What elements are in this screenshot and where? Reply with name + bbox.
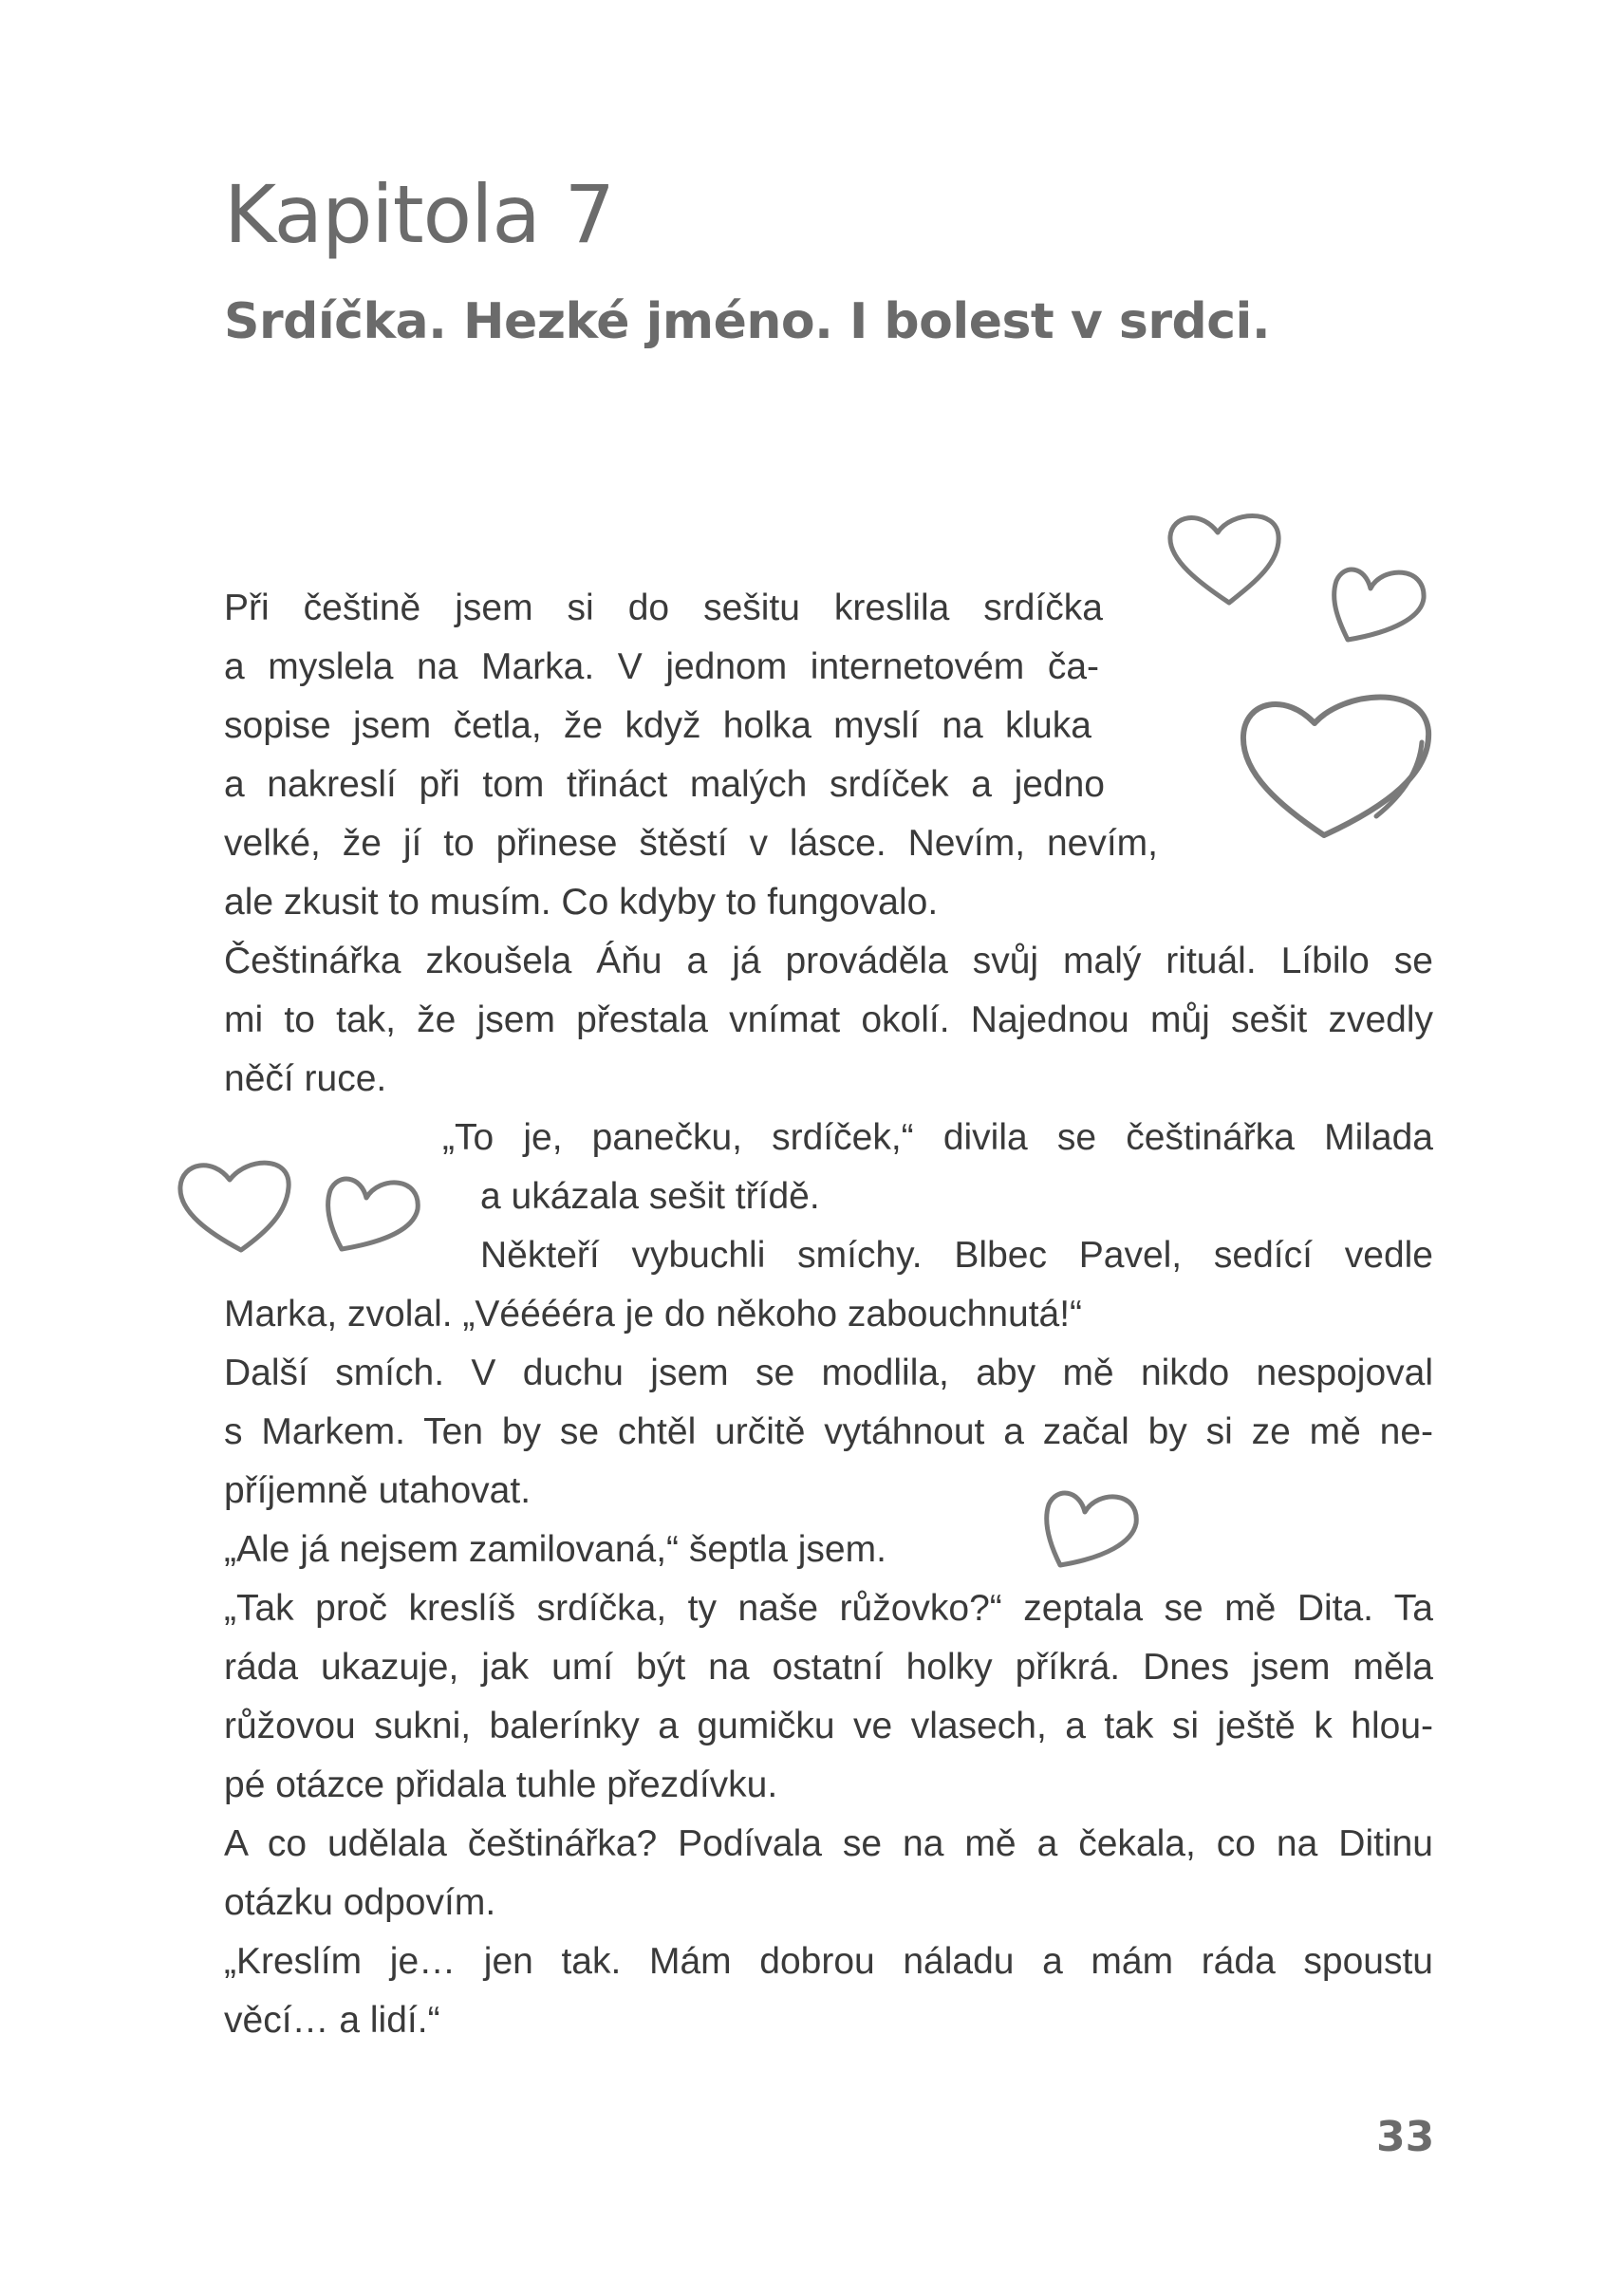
text-line: s Markem. Ten by se chtěl určitě vytáhnout a začal by si ze mě ne- <box>224 1411 1433 1452</box>
text-line: pé otázce přidala tuhle přezdívku. <box>224 1764 778 1805</box>
text-line: ráda ukazuje, jak umí být na ostatní holky příkrá. Dnes jsem měla <box>224 1647 1433 1688</box>
text-line: Marka, zvolal. „Vééééra je do někoho zabouchnutá!“ <box>224 1294 1083 1335</box>
text-line: velké, že jí to přinese štěstí v lásce. Nevím, nevím, <box>224 823 1158 864</box>
text-line: příjemně utahovat. <box>224 1470 532 1511</box>
text-line: mi to tak, že jsem přestala vnímat okolí. Najednou můj sešit zvedly <box>224 999 1433 1040</box>
chapter-title: Kapitola 7 <box>224 168 615 261</box>
heart-icon <box>1234 683 1438 845</box>
text-line: a ukázala sešit třídě. <box>480 1176 820 1217</box>
page-number: 33 <box>1376 2113 1435 2161</box>
text-line: otázku odpovím. <box>224 1882 496 1923</box>
text-line: Češtinářka zkoušela Áňu a já prováděla svůj malý rituál. Líbilo se <box>224 941 1433 981</box>
heart-icon <box>1163 508 1286 612</box>
text-line: růžovou sukni, balerínky a gumičku ve vlasech, a tak si ještě k hlou- <box>224 1706 1433 1746</box>
text-line: něčí ruce. <box>224 1058 387 1099</box>
text-line: a myslela na Marka. V jednom internetovém ča- <box>224 646 1099 687</box>
text-line: ale zkusit to musím. Co kdyby to fungovalo. <box>224 882 939 923</box>
text-line: Někteří vybuchli smíchy. Blbec Pavel, sedící vedle <box>480 1235 1433 1276</box>
text-line: sopise jsem četla, že když holka myslí na kluka <box>224 705 1091 746</box>
text-line: a nakreslí při tom třináct malých srdíček a jedno <box>224 764 1105 805</box>
heart-icon <box>173 1153 296 1258</box>
text-line: Při češtině jsem si do sešitu kreslila srdíčka <box>224 588 1103 628</box>
text-line: věcí… a lidí.“ <box>224 2000 440 2041</box>
heart-icon <box>1039 1484 1144 1574</box>
text-line: Další smích. V duchu jsem se modlila, aby mě nikdo nespojoval <box>224 1353 1433 1393</box>
text-line: „Tak proč kreslíš srdíčka, ty naše růžovko?“ zeptala se mě Dita. Ta <box>224 1588 1433 1629</box>
chapter-subtitle: Srdíčka. Hezké jméno. I bolest v srdci. <box>224 293 1271 350</box>
text-line: A co udělala češtinářka? Podívala se na mě a čekala, co na Ditinu <box>224 1823 1433 1864</box>
text-line: „Ale já nejsem zamilovaná,“ šeptla jsem. <box>224 1529 886 1570</box>
heart-icon <box>321 1169 425 1257</box>
heart-icon <box>1327 560 1431 647</box>
text-line: „To je, panečku, srdíček,“ divila se češtinářka Milada <box>442 1117 1433 1158</box>
text-line: „Kreslím je… jen tak. Mám dobrou náladu a mám ráda spoustu <box>224 1941 1433 1982</box>
